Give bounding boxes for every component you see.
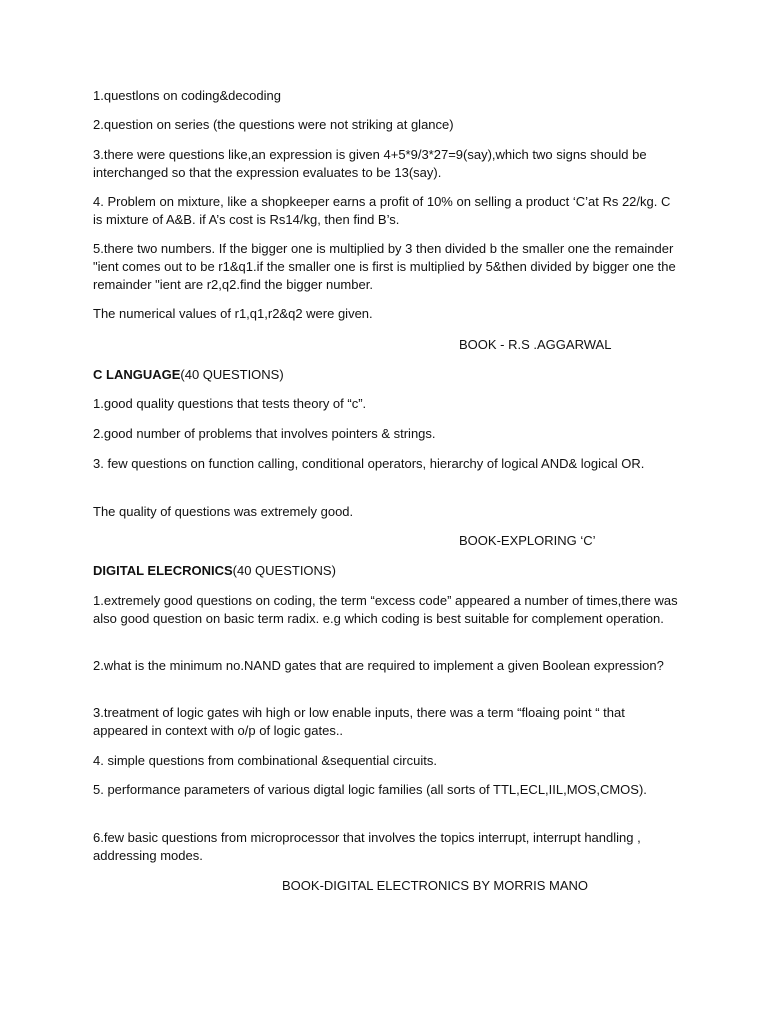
c-language-heading: C LANGUAGE: [93, 367, 181, 382]
c-language-item-3: 3. few questions on function calling, conditional operators, hierarchy of logical AND& logical OR.: [93, 456, 645, 471]
digital-item-4: 4. simple questions from combinational &sequential circuits.: [93, 753, 437, 768]
c-language-count: (40 QUESTIONS): [180, 367, 284, 382]
c-language-item-1: 1.good quality questions that tests theory of “c”.: [93, 396, 367, 411]
aptitude-item-5: 5.there two numbers. If the bigger one is multiplied by 3 then divided b the smaller one the remainder "ient comes out to be r1&q1.if the smaller one is first is multiplied by 5&then divided by bigger one the remainder "ient are r2,q2.find the bigger number.: [93, 241, 676, 292]
digital-item-5: 5. performance parameters of various digtal logic families (all sorts of TTL,ECL,IIL,MOS,CMOS).: [93, 782, 647, 797]
aptitude-item-2: 2.question on series (the questions were not striking at glance): [93, 117, 454, 132]
digital-item-6: 6.few basic questions from microprocessor that involves the topics interrupt, interrupt handling , addressing modes.: [93, 830, 641, 863]
aptitude-item-3: 3.there were questions like,an expression is given 4+5*9/3*27=9(say),which two signs should be interchanged so that the expression evaluates to be 13(say).: [93, 147, 647, 180]
aptitude-note: The numerical values of r1,q1,r2&q2 were given.: [93, 306, 373, 321]
c-language-book: BOOK-EXPLORING ‘C’: [459, 533, 596, 548]
aptitude-book: BOOK - R.S .AGGARWAL: [459, 337, 612, 352]
c-language-note: The quality of questions was extremely good.: [93, 504, 354, 519]
digital-item-3: 3.treatment of logic gates wih high or low enable inputs, there was a term “floaing point “ that appeared in context with o/p of logic gates..: [93, 705, 625, 738]
c-language-item-2: 2.good number of problems that involves pointers & strings.: [93, 426, 436, 441]
digital-count: (40 QUESTIONS): [232, 563, 336, 578]
digital-item-2: 2.what is the minimum no.NAND gates that are required to implement a given Boolean expression?: [93, 658, 664, 673]
digital-item-1: 1.extremely good questions on coding, the term “excess code” appeared a number of times,there was also good question on basic term radix. e.g which coding is best suitable for complement operation.: [93, 593, 678, 626]
c-language-heading-line: [93, 366, 683, 384]
digital-book: BOOK-DIGITAL ELECTRONICS BY MORRIS MANO: [282, 878, 589, 893]
aptitude-item-4: 4. Problem on mixture, like a shopkeeper earns a profit of 10% on selling a product ‘C’at Rs 22/kg. C is mixture of A&B. if A’s cost is Rs14/kg, then find B’s.: [93, 194, 671, 227]
digital-heading: DIGITAL ELECRONICS: [93, 563, 233, 578]
digital-heading-line: [93, 562, 683, 580]
aptitude-item-1: 1.questlons on coding&decoding: [93, 88, 281, 103]
